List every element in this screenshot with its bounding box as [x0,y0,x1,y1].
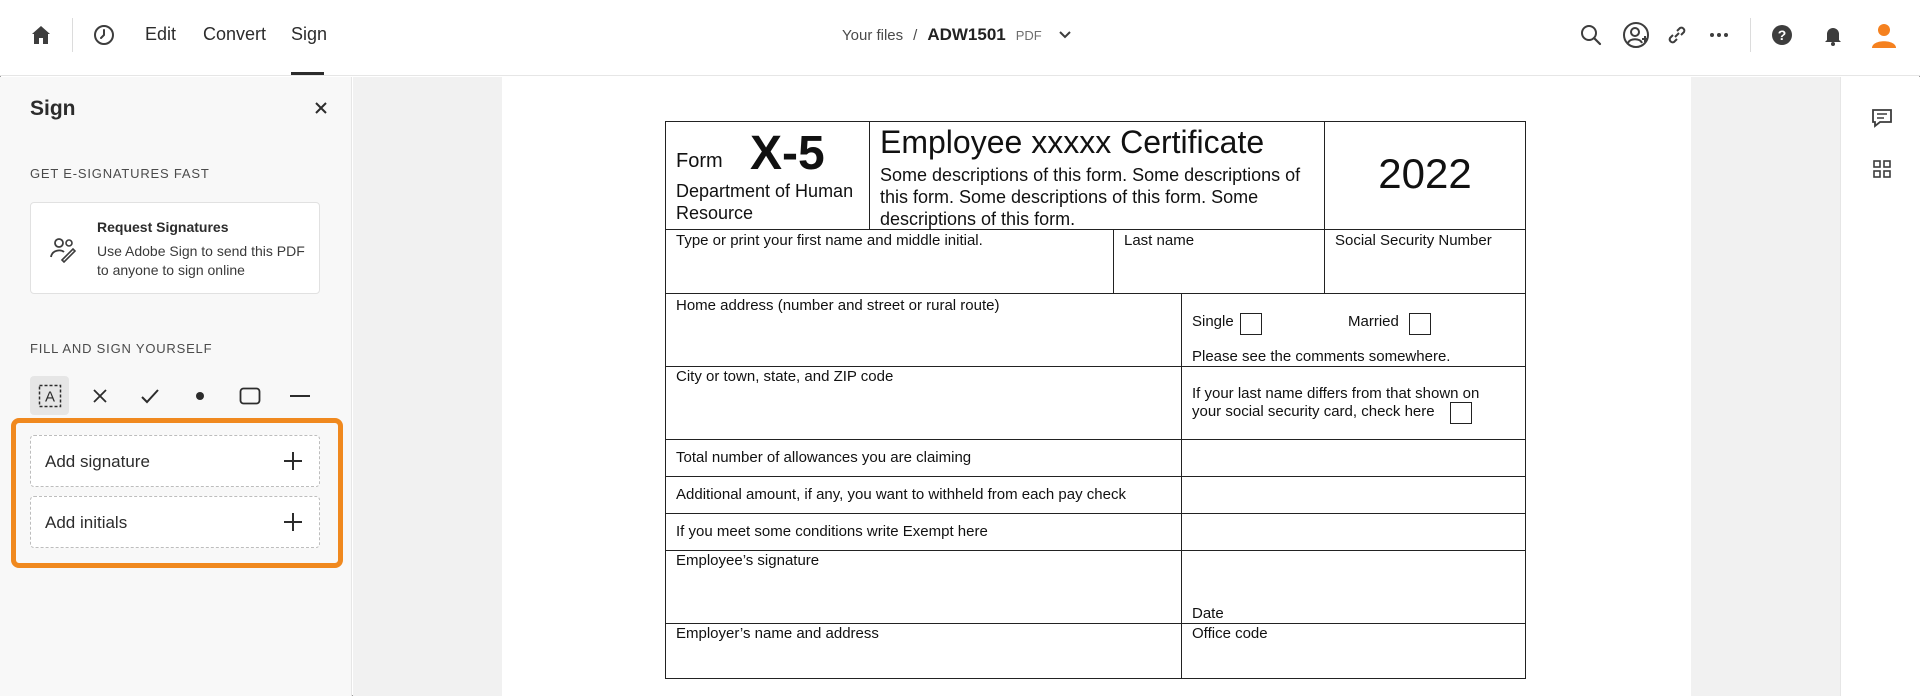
form-word: Form [676,150,723,172]
married-label: Married [1348,313,1399,330]
employer-field[interactable] [666,624,1182,678]
additional-amount-field[interactable] [1182,477,1525,513]
last-name-field[interactable] [1114,230,1325,293]
home-icon[interactable] [26,20,56,50]
tab-convert[interactable]: Convert [203,24,267,44]
exempt-field[interactable] [1182,514,1525,550]
comment-icon[interactable] [1868,104,1896,132]
request-signatures-card[interactable] [30,202,320,294]
file-name[interactable]: ADW1501 [927,25,1006,44]
marital-status-cell [1182,294,1525,366]
date-label: Date [1192,605,1224,622]
dot-tool-icon[interactable] [180,376,219,415]
home-address-label: Home address (number and street or rural route) [676,297,1000,314]
comments-note: Please see the comments somewhere. [1192,348,1451,365]
employee-signature-label: Employee’s signature [676,552,820,569]
form-description: Some descriptions of this form. Some descriptions of this form. Some descriptions of this form. Some descriptions of this form. [880,165,1301,229]
check-tool-icon[interactable] [130,376,169,415]
right-rail [1840,77,1920,696]
bell-icon[interactable] [1818,20,1848,50]
single-checkbox[interactable] [1240,313,1262,335]
breadcrumb [842,25,1072,45]
form-title: Employee xxxxx Certificate [880,124,1265,160]
form-year: 2022 [1378,150,1472,197]
line-tool-icon[interactable] [280,376,319,415]
add-signature-label: Add signature [45,452,150,471]
toolbar-divider [72,18,73,52]
employer-label: Employer’s name and address [676,625,879,642]
search-icon[interactable] [1576,20,1606,50]
fill-sign-toolbar [30,376,319,415]
form-x5 [665,121,1526,679]
grid-icon[interactable] [1868,155,1896,183]
additional-amount-label-cell [666,477,1182,513]
plus-icon [281,510,305,534]
ssn-label: Social Security Number [1335,232,1492,249]
form-title-cell [870,122,1325,229]
last-name-differs-checkbox[interactable] [1450,402,1472,424]
exempt-label-cell [666,514,1182,550]
form-number: X-5 [750,127,825,180]
text-tool-icon[interactable] [30,376,69,415]
last-name-differs-cell [1182,367,1525,439]
office-code-field[interactable] [1182,624,1525,678]
request-signatures-title: Request Signatures [97,219,229,235]
request-signatures-description: Use Adobe Sign to send this PDF to anyone to sign online [97,243,305,278]
city-state-zip-label: City or town, state, and ZIP code [676,368,894,385]
toolbar-divider-right [1750,18,1751,52]
plus-icon [281,449,305,473]
section-fill-and-sign: FILL AND SIGN YOURSELF [30,341,213,356]
date-field[interactable] [1182,551,1525,623]
allowances-field[interactable] [1182,440,1525,476]
tab-sign[interactable]: Sign [291,24,328,44]
top-toolbar [0,0,1920,76]
last-name-label: Last name [1124,232,1195,249]
active-tab-indicator [291,72,324,75]
request-signatures-icon [49,235,77,268]
ssn-field[interactable] [1325,230,1525,293]
first-name-field[interactable] [666,230,1114,293]
form-year-cell [1325,122,1525,229]
add-user-icon[interactable] [1621,20,1651,50]
department: Department of Human Resource [676,181,854,223]
avatar[interactable] [1869,20,1899,50]
file-type-badge: PDF [1015,27,1042,43]
panel-title: Sign [30,97,76,120]
svg-text:A: A [44,388,55,405]
tab-edit[interactable]: Edit [145,24,177,44]
employee-signature-field[interactable] [666,551,1182,623]
add-signature-button[interactable] [30,435,320,487]
chevron-down-icon[interactable] [1058,28,1072,42]
additional-amount-label: Additional amount, if any, you want to withheld from each pay check [676,486,1126,503]
last-name-differs-label: If your last name differs from that shown on your social security card, check here [1192,385,1480,420]
single-label: Single [1192,313,1234,330]
allowances-label-cell [666,440,1182,476]
history-icon[interactable] [89,20,119,50]
sign-panel [0,77,352,696]
add-initials-label: Add initials [45,513,128,532]
first-name-label: Type or print your first name and middle initial. [676,232,983,249]
rectangle-tool-icon[interactable] [230,376,269,415]
section-get-esignatures: GET E-SIGNATURES FAST [30,166,210,181]
close-icon[interactable] [310,97,332,119]
cross-tool-icon[interactable] [80,376,119,415]
help-icon[interactable] [1767,20,1797,50]
form-id-cell [666,122,870,229]
svg-text:?: ? [1777,27,1787,43]
city-state-zip-field[interactable] [666,367,1182,439]
married-checkbox[interactable] [1409,313,1431,335]
breadcrumb-your-files[interactable]: Your files [842,26,904,44]
add-initials-button[interactable] [30,496,320,548]
exempt-label: If you meet some conditions write Exempt here [676,523,988,540]
home-address-field[interactable] [666,294,1182,366]
link-icon[interactable] [1662,20,1692,50]
allowances-label: Total number of allowances you are claiming [676,449,972,466]
more-icon[interactable] [1704,20,1734,50]
office-code-label: Office code [1192,625,1268,642]
breadcrumb-separator: / [913,26,918,44]
